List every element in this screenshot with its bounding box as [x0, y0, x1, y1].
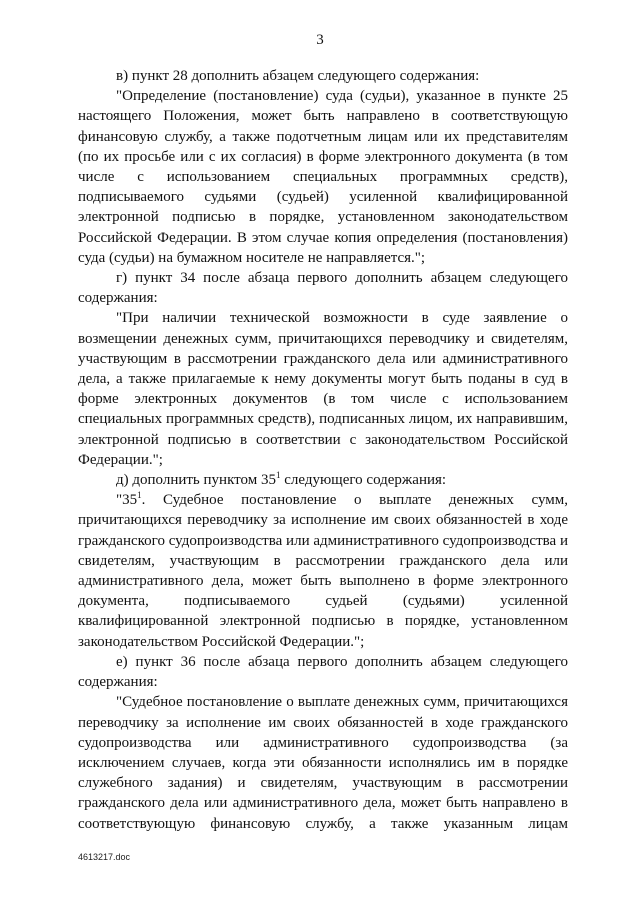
paragraph-amendment-d [78, 470, 568, 490]
page-number: 3 [316, 32, 324, 48]
document-footer-filename: 4613217.doc [78, 852, 131, 862]
paragraph-quote-p28: "Определение (постановление) суда (судьи), указанное в пункте 25 настоящего Положения, может быть направлено в соответствующую финансовую службу, а также подотчетным лицам или их представителям (по их просьбе или с их согласия) в форме электронного документа (в том числе с использованием специальных программных средств), подписываемого судьями (судьей) усиленной квалифицированной электронной подписью в порядке, установленном законодательством Российской Федерации. В этом случае копия определения (постановления) суда (судьи) на бумажном носителе не направляется."; [78, 88, 568, 266]
paragraph-amendment-e: е) пункт 36 после абзаца первого дополнить абзацем следующего содержания: [78, 653, 568, 691]
paragraph-amendment-g: г) пункт 34 после абзаца первого дополнить абзацем следующего содержания: [78, 270, 568, 307]
superscript-number: 1 [137, 490, 142, 501]
paragraph-quote-p36: "Судебное постановление о выплате денежных сумм, причитающихся переводчику за исполнение им своих обязанностей в ходе гражданского судопроизводства или административного судопроизводства (за исключением случаев, когда эти обязанности исполнялись им в порядке служебного задания) и свидетелям, участвующим в рассмотрении гражданского дела или административного дела, может быть направлено в соответствующую финансовую службу, а также указанным лицам [78, 694, 568, 832]
document-body [78, 66, 568, 834]
paragraph-amendment-v: в) пункт 28 дополнить абзацем следующего содержания: [116, 68, 480, 84]
amendment-d-text-end: следующего содержания: [280, 472, 447, 489]
paragraph-quote-p34: "При наличии технической возможности в суде заявление о возмещении денежных сумм, причитающихся переводчику и свидетелям, участвующим в рассмотрении гражданского дела или административного дела, а также прилагаемые к нему документы могут быть поданы в суд в форме электронных документов (в том числе с использованием специальных программных средств), подписанных лицом, их направившим, электронной подписью в соответствии с законодательством Российской Федерации."; [78, 310, 568, 468]
quote-p35-1-start: "35 [116, 492, 138, 509]
superscript-number: 1 [275, 470, 281, 481]
paragraph-quote-p35-1 [78, 490, 568, 652]
quote-p35-1-end: . Судебное постановление о выплате денежных сумм, причитающихся переводчику за исполнение им своих обязанностей в ходе гражданского судопроизводства или административного судопроизводства и свидетелям, участвующим в рассмотрении гражданского дела или административного дела, может быть выполнено в форме электронного документа, подписываемого судьей (судьями) усиленной квалифицированной электронной подписью в порядке, установленном законодательством Российской Федерации."; [78, 492, 568, 650]
amendment-d-text-start: д) дополнить пунктом 35 [116, 472, 276, 489]
